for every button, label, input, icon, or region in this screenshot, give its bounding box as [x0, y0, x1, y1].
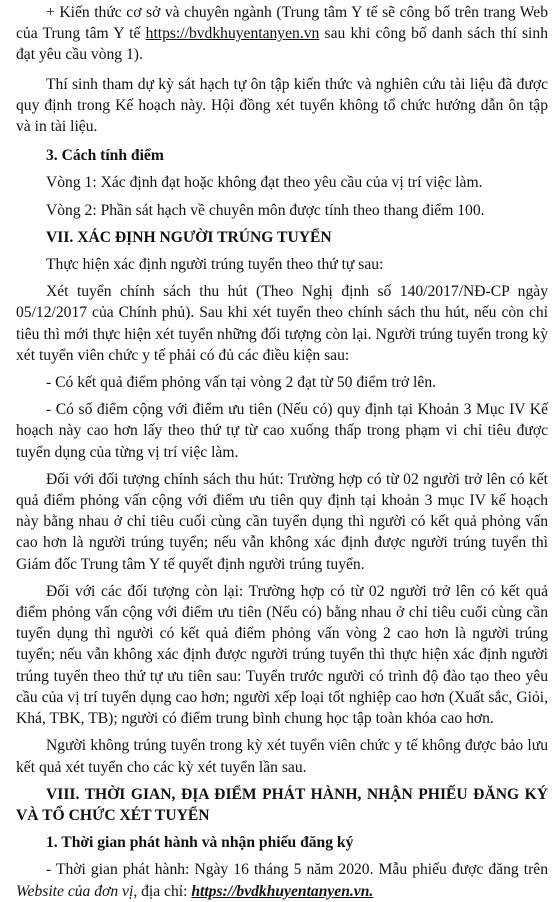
website-link[interactable]: https://bvdkhuyentanyen.vn. — [191, 882, 374, 900]
paragraph-policy-tie: Đối với đối tượng chính sách thu hút: Trường hợp có từ 02 người trở lên có kết quả điểm phỏng vấn cộng với điểm ưu tiên quy định tại khoản 3 mục IV kế hoạch này bằng nhau ở chỉ tiêu cuối cùng cần tuyển dụng thì người có kết quả phỏng vấn cao hơn là người trúng tuyển; nếu vẫn không xác định được người trúng tuyển thì Giám đốc Trung tâm Y tế quyết định người trúng tuyển. — [16, 470, 548, 573]
paragraph-order: Thực hiện xác định người trúng tuyển theo thứ tự sau: — [46, 256, 384, 274]
paragraph-round-2: Vòng 2: Phần sát hạch về chuyên môn được tính theo thang điểm 100. — [46, 201, 485, 219]
heading-section-viii: VIII. THỜI GIAN, ĐỊA ĐIỂM PHÁT HÀNH, NHẬN PHIẾU ĐĂNG KÝ VÀ TỔ CHỨC XÉT TUYỂN — [16, 785, 548, 824]
paragraph-condition-2: - Có số điểm cộng với điểm ưu tiên (Nếu có) quy định tại Khoản 3 Mục IV Kế hoạch này cao hơn lấy theo thứ tự từ cao xuống thấp trong phạm vi chỉ tiêu được tuyển dụng của từng vị trí việc làm. — [16, 401, 548, 461]
paragraph-condition-1: - Có kết quả điểm phỏng vấn tại vòng 2 đạt từ 50 điểm trở lên. — [46, 374, 437, 392]
paragraph-others-tie: Đối với các đối tượng còn lại: Trường hợp có từ 02 người trở lên có kết quả điểm phỏng vấn cộng với điểm ưu tiên (Nếu có) bằng nhau ở chỉ tiêu cuối cùng cần tuyển dụng thì người có kết quả điểm phỏng vấn vòng 2 cao hơn là người trúng tuyển; nếu vẫn không xác định được người trúng tuyển thì thực hiện xác định người trúng tuyển theo thứ tự ưu tiên sau: Tuyển trước người có trình độ đào tạo theo yêu cầu của vị trí tuyển dụng cao hơn; người xếp loại tốt nghiệp cao hơn (Xuất sắc, Giỏi, Khá, TBK, TB); người có điểm trung bình chung học tập toàn khóa cao hơn. — [16, 582, 548, 728]
paragraph-round-1: Vòng 1: Xác định đạt hoặc không đạt theo yêu cầu của vị trí việc làm. — [46, 174, 483, 192]
text-run: , địa chỉ: — [133, 882, 192, 900]
text-run: sau khi công bố danh sách thí sinh đạt yêu cầu vòng 1). — [16, 25, 548, 64]
paragraph-self-study: Thí sinh tham dự kỳ sát hạch tự ôn tập kiến thức và nghiên cứu tài liệu đã được quy định trong Kế hoạch này. Hội đồng xét tuyển không tổ chức hướng dẫn ôn tập và in tài liệu. — [16, 75, 548, 136]
website-link[interactable]: https://bvdkhuyentanyen.vn — [145, 25, 320, 43]
paragraph-knowledge — [16, 2, 548, 66]
heading-scoring: 3. Cách tính điểm — [46, 147, 164, 165]
text-run: - Thời gian phát hành: Ngày 16 tháng 5 năm 2020. Mẫu phiếu được đăng trên — [46, 861, 548, 879]
paragraph-no-reserve: Người không trúng tuyển trong kỳ xét tuyển viên chức y tế không được bảo lưu kết quả xét tuyển cho các kỳ xét tuyển lần sau. — [16, 737, 548, 776]
paragraph-policy-recruitment: Xét tuyển chính sách thu hút (Theo Nghị định số 140/2017/NĐ-CP ngày 05/12/2017 của Chính phủ). Sau khi xét tuyển theo chính sách thu hút, nếu còn chỉ tiêu thì mới thực hiện xét tuyển những đối tượng còn lại. Người trúng tuyển trong kỳ xét tuyển viên chức y tế phải có đủ các điều kiện sau: — [16, 283, 548, 364]
italic-text: Website của đơn vị — [16, 882, 134, 900]
paragraph-release-date — [16, 859, 548, 901]
heading-section-vii: VII. XÁC ĐỊNH NGƯỜI TRÚNG TUYỂN — [46, 228, 332, 246]
heading-release-time: 1. Thời gian phát hành và nhận phiếu đăng ký — [46, 834, 354, 852]
text-run: + Kiến thức cơ sở và chuyên ngành (Trung tâm Y tế sẽ công bố trên trang Web của Trung tâm Y tế — [16, 4, 548, 43]
